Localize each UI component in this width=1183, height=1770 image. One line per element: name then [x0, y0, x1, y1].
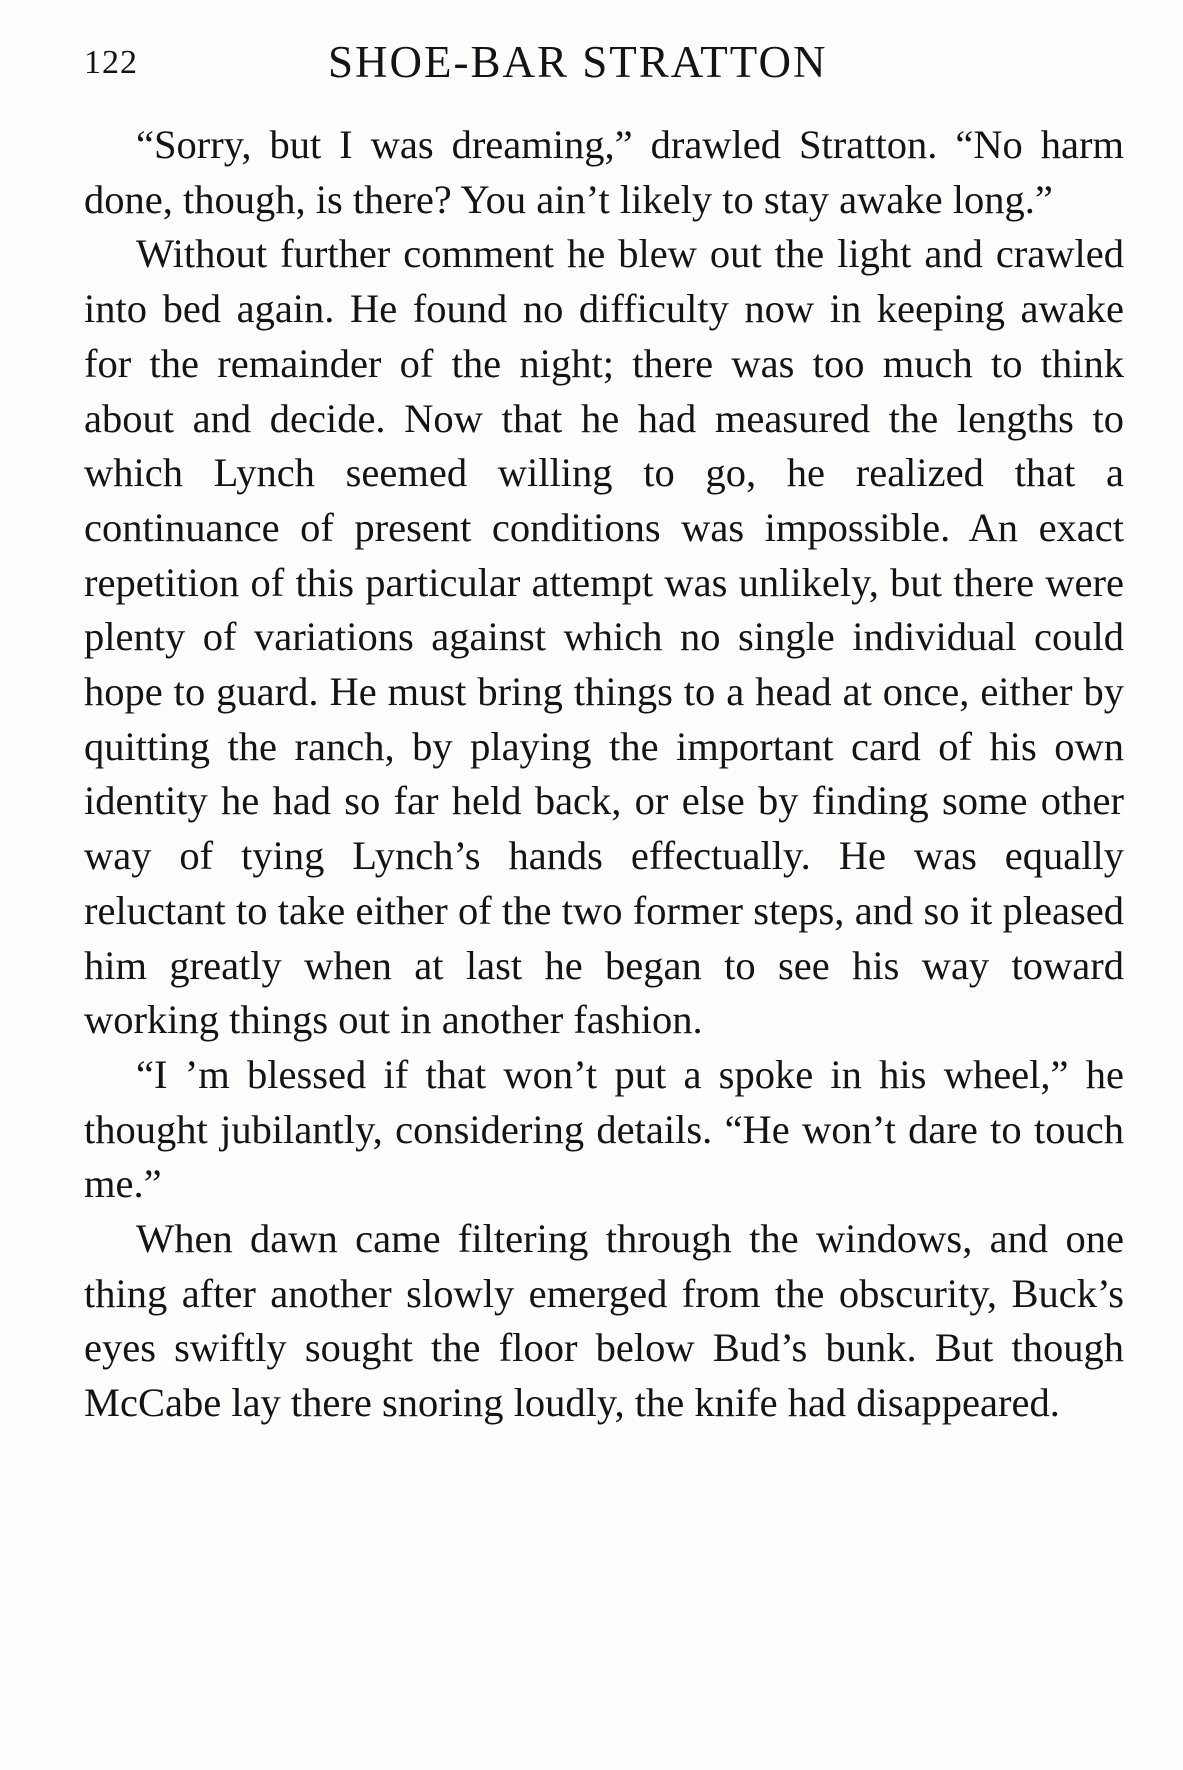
- paragraph: When dawn came filtering through the windows, and one thing after another slowly emerged from the obscurity, Buck’s eyes swiftly sought the floor below Bud’s bunk. But though McCabe lay there snoring loudly, the knife had disappeared.: [84, 1216, 1124, 1426]
- paragraph: Without further comment he blew out the light and crawled into bed again. He found no difficulty now in keeping awake for the remainder of the night; there was too much to think about and decide. Now that he had measured the lengths to which Lynch seemed willing to go, he realized that a continuance of present conditions was impossible. An exact repetition of this particular attempt was unlikely, but there were plenty of variations against which no single individual could hope to guard. He must bring things to a head at once, either by quitting the ranch, by playing the important card of his own identity he had so far held back, or else by finding some other way of tying Lynch’s hands effectually. He was equally reluctant to take either of the two former steps, and so it pleased him greatly when at last he began to see his way toward working things out in another fashion.: [84, 231, 1124, 1043]
- paragraph: “I ’m blessed if that won’t put a spoke in his wheel,” he thought jubilantly, considering details. “He won’t dare to touch me.”: [84, 1051, 1124, 1207]
- page-number: 122: [84, 44, 138, 81]
- running-head: [84, 30, 1124, 90]
- body-text: [84, 118, 1124, 1431]
- paragraph: “Sorry, but I was dreaming,” drawled Stratton. “No harm done, though, is there? You ain’t likely to stay awake long.”: [84, 122, 1124, 222]
- running-title: SHOE-BAR STRATTON: [328, 37, 828, 87]
